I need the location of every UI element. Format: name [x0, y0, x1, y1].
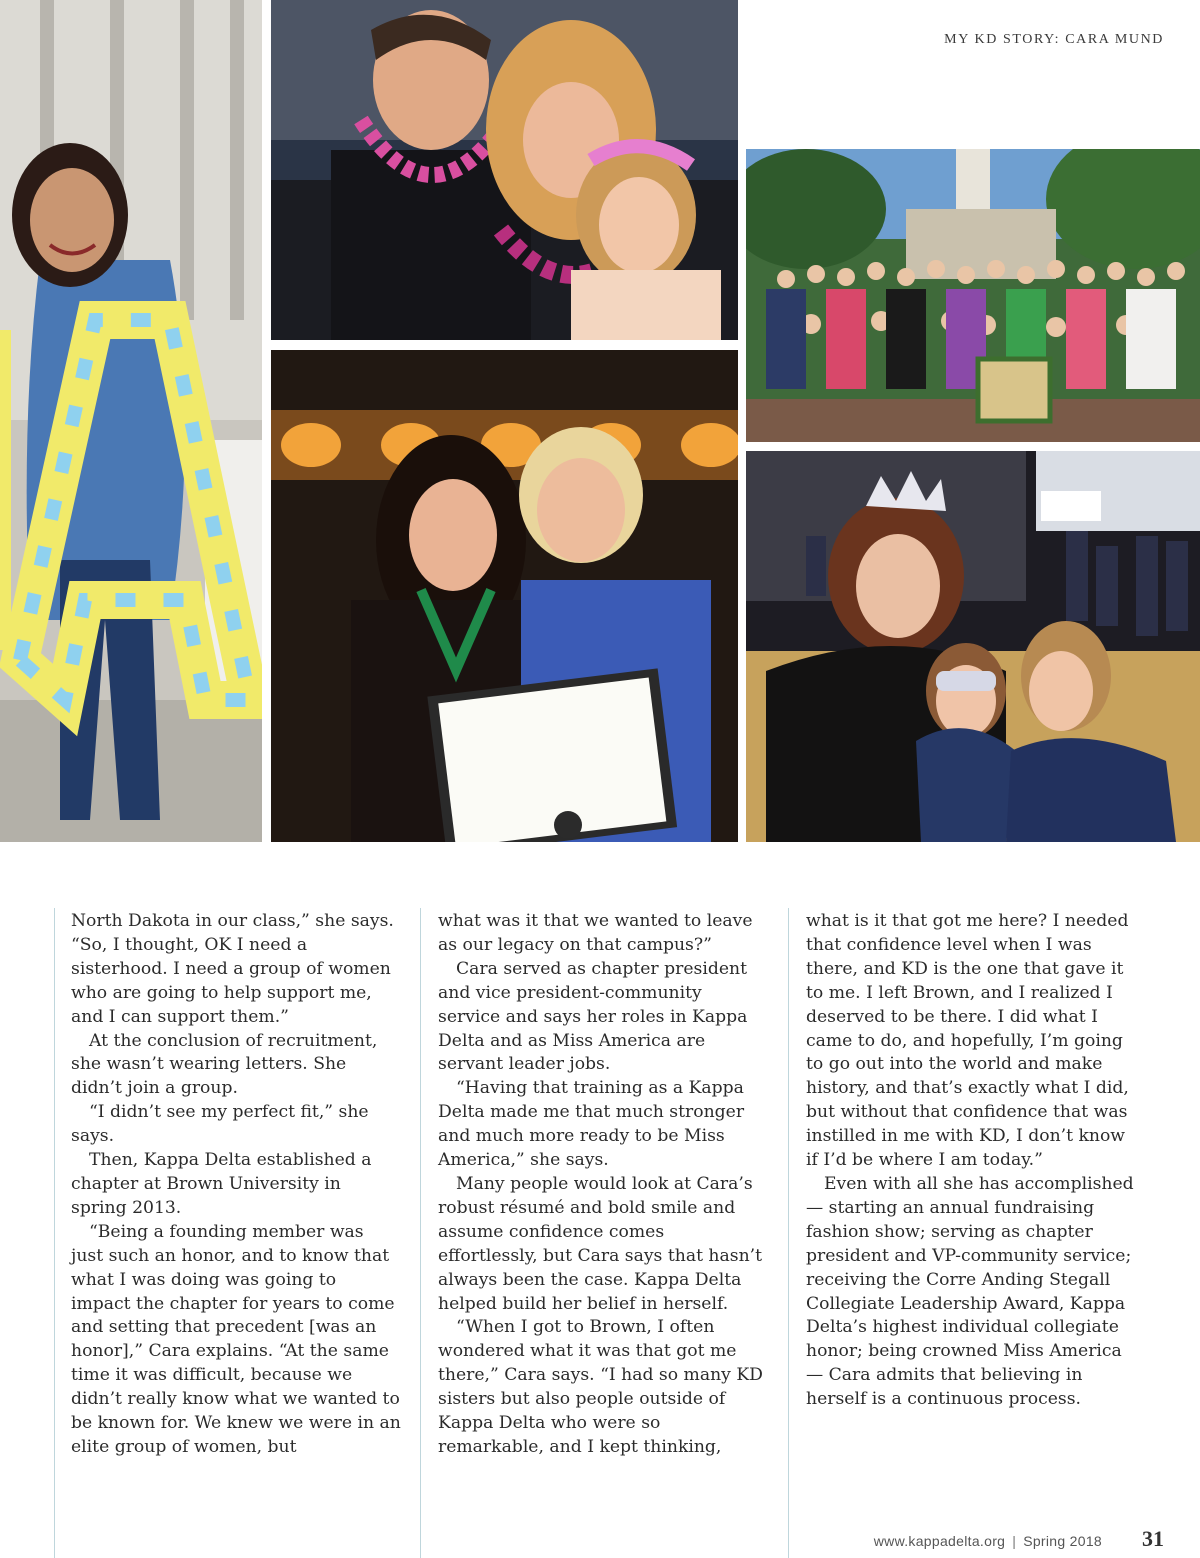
photo-student-with-flower-letter: [0, 0, 262, 842]
running-header: MY KD STORY: CARA MUND: [944, 32, 1164, 47]
paragraph: “I didn’t see my perfect fit,” she says.: [71, 1102, 369, 1147]
paragraph: Many people would look at Cara’s robust résumé and bold smile and assume confidence comes effortlessly, but Cara says that hasn’t always been the case. Kappa Delta helped build her belief in herself.: [438, 1173, 763, 1314]
page-footer: [874, 1533, 1102, 1549]
footer-issue: Spring 2018: [1023, 1533, 1102, 1549]
photo-miss-america-with-students: [746, 451, 1200, 842]
photo-award-certificate: [271, 350, 738, 842]
paragraph: At the conclusion of recruitment, she wasn’t wearing letters. She didn’t join a group.: [71, 1030, 378, 1099]
column-rule: [54, 908, 55, 1558]
paragraph: Even with all she has accomplished — starting an annual fundraising fashion show; serving as chapter president and VP-community service; receiving the Corre Anding Stegall Collegiate Leadership Award, Kappa Delta’s highest individual collegiate honor; being crowned Miss America — Cara admits that believing in herself is a continuous process.: [806, 1173, 1134, 1410]
footer-separator: |: [1012, 1533, 1017, 1549]
article-column-3: [806, 910, 1136, 1412]
paragraph: North Dakota in our class,” she says. “So, I thought, OK I need a sisterhood. I need a group of women who are going to help support me, and I can support them.”: [71, 911, 394, 1027]
paragraph: Then, Kappa Delta established a chapter at Brown University in spring 2013.: [71, 1150, 372, 1218]
column-rule: [420, 908, 421, 1558]
photo-chapter-group: [746, 149, 1200, 442]
article-column-1: [71, 910, 401, 1460]
paragraph: Cara served as chapter president and vice president-community service and says her roles in Kappa Delta and as Miss America are servant leader jobs.: [438, 958, 748, 1075]
footer-url[interactable]: www.kappadelta.org: [873, 1533, 1006, 1549]
paragraph: what was it that we wanted to leave as our legacy on that campus?”: [438, 911, 753, 955]
page-number: 31: [1142, 1526, 1164, 1551]
paragraph: “Being a founding member was just such an honor, and to know that what I was doing was going to impact the chapter for years to come and setting that precedent [was an honor],” Cara explains. “At the same time it was difficult, because we didn’t really know what we wanted to be known for. We knew we were in an elite group of women, but: [71, 1221, 401, 1457]
paragraph: “Having that training as a Kappa Delta made me that much stronger and much more ready to be Miss America,” she says.: [438, 1078, 745, 1171]
article-column-2: [438, 910, 768, 1460]
photo-family-with-leis: [271, 0, 738, 340]
paragraph: what is it that got me here? I needed that confidence level when I was there, and KD is the one that gave it to me. I left Brown, and I realized I deserved to be there. I did what I came to do, and hopefully, I’m going to go out into the world and make history, and that’s exactly what I did, but without that confidence that was instilled in me with KD, I don’t know if I’d be where I am today.”: [806, 911, 1129, 1171]
paragraph: “When I got to Brown, I often wondered what it was that got me there,” Cara says. “I had so many KD sisters but also people outside of Kappa Delta who were so remarkable, and I kept thinking,: [438, 1317, 763, 1457]
column-rule: [788, 908, 789, 1558]
